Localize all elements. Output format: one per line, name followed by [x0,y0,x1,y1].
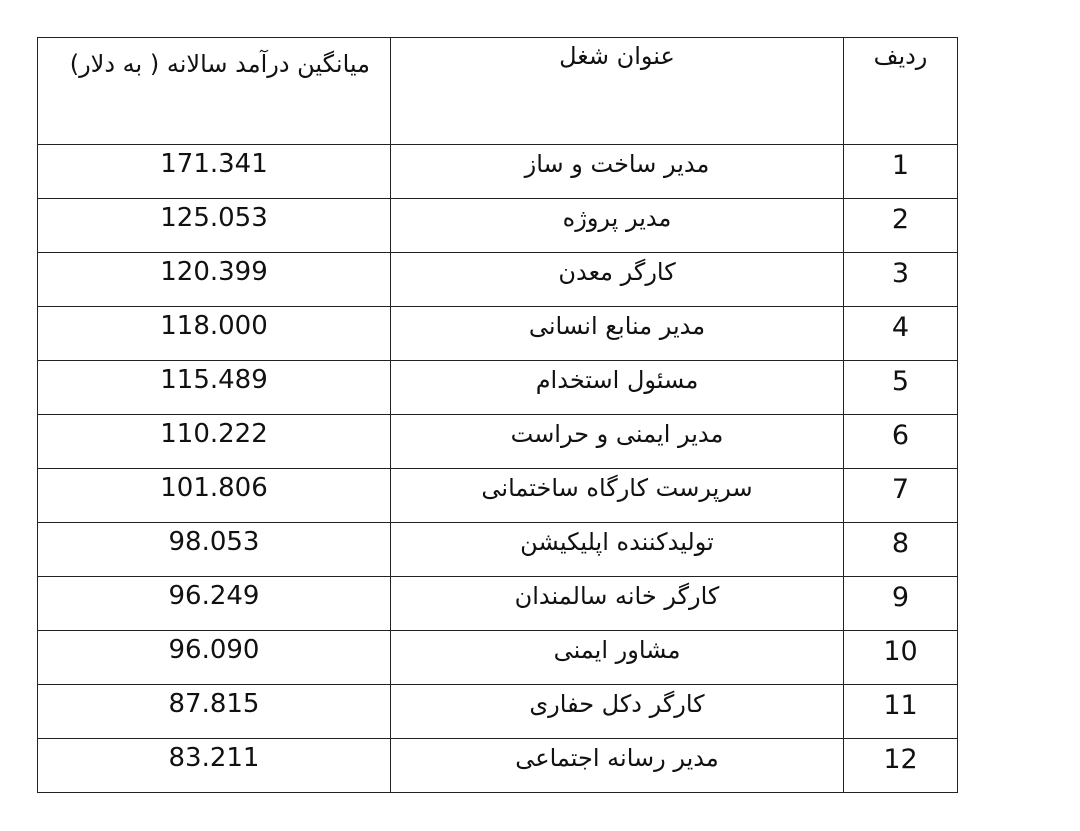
salary-cell-text: 101.806 [160,473,268,503]
table-row [38,469,958,523]
table-row [38,523,958,577]
header-title-cell [391,38,844,145]
job-title-cell [391,253,844,307]
job-title-cell [391,469,844,523]
row-number-cell-text: 6 [891,420,910,451]
job-title-cell [391,415,844,469]
table-row [38,685,958,739]
salary-cell [38,631,391,685]
job-title-cell-text: مدیر ساخت و ساز [524,150,710,178]
row-number-cell [844,415,958,469]
job-title-cell [391,199,844,253]
salary-cell [38,415,391,469]
row-number-cell [844,631,958,685]
salary-cell-text: 118.000 [160,311,268,341]
table-row [38,739,958,793]
job-title-cell-text: کارگر معدن [558,258,676,286]
job-title-cell-text: مسئول استخدام [535,366,699,394]
header-salary-cell [38,38,391,145]
job-title-cell-text: مدیر پروژه [562,204,672,232]
job-title-cell-text: تولیدکننده اپلیکیشن [520,528,714,556]
salary-cell [38,469,391,523]
table-row [38,145,958,199]
row-number-cell-text: 1 [891,150,910,181]
salary-cell [38,145,391,199]
salary-cell-text: 87.815 [168,689,260,719]
salary-cell [38,577,391,631]
salary-cell-text: 98.053 [168,527,260,557]
row-number-cell-text: 10 [883,636,918,667]
salary-cell-text: 96.249 [168,581,260,611]
salary-cell [38,361,391,415]
row-number-cell [844,253,958,307]
salary-cell-text: 125.053 [160,203,268,233]
row-number-cell-text: 2 [891,204,910,235]
job-title-cell-text: مشاور ایمنی [553,636,681,664]
job-title-cell [391,145,844,199]
salary-cell-text: 115.489 [160,365,268,395]
job-title-cell [391,631,844,685]
row-number-cell [844,361,958,415]
table-row [38,307,958,361]
row-number-cell-text: 5 [891,366,910,397]
row-number-cell [844,199,958,253]
row-number-cell [844,523,958,577]
salary-cell [38,523,391,577]
row-number-cell [844,685,958,739]
salary-table [37,37,958,793]
header-num-label: ردیف [873,42,928,70]
row-number-cell-text: 12 [883,744,918,775]
table-row [38,415,958,469]
row-number-cell-text: 9 [891,582,910,613]
salary-cell-text: 96.090 [168,635,260,665]
row-number-cell-text: 7 [891,474,910,505]
row-number-cell-text: 4 [891,312,910,343]
table-row [38,577,958,631]
table-row [38,361,958,415]
salary-cell [38,685,391,739]
salary-cell-text: 171.341 [160,149,268,179]
job-title-cell-text: مدیر رسانه اجتماعی [515,744,719,772]
job-title-cell [391,685,844,739]
row-number-cell [844,739,958,793]
job-title-cell [391,361,844,415]
salary-cell [38,307,391,361]
table-row [38,199,958,253]
job-title-cell-text: کارگر دکل حفاری [529,690,705,718]
salary-cell [38,253,391,307]
header-title-label: عنوان شغل [559,42,675,70]
row-number-cell-text: 3 [891,258,910,289]
row-number-cell-text: 8 [891,528,910,559]
job-title-cell-text: سرپرست کارگاه ساختمانی [481,474,753,502]
header-row [38,38,958,145]
salary-cell-text: 110.222 [160,419,268,449]
row-number-cell-text: 11 [883,690,918,721]
header-salary-label: میانگین درآمد سالانه ( به دلار) [69,50,370,78]
row-number-cell [844,307,958,361]
row-number-cell [844,577,958,631]
row-number-cell [844,469,958,523]
job-title-cell [391,739,844,793]
job-title-cell-text: مدیر ایمنی و حراست [510,420,724,448]
salary-cell [38,199,391,253]
header-num-cell [844,38,958,145]
job-title-cell [391,577,844,631]
salary-cell [38,739,391,793]
table-row [38,631,958,685]
job-title-cell-text: مدیر منابع انسانی [528,312,706,340]
salary-cell-text: 120.399 [160,257,268,287]
row-number-cell [844,145,958,199]
salary-cell-text: 83.211 [168,743,260,773]
job-title-cell [391,307,844,361]
job-title-cell [391,523,844,577]
table-row [38,253,958,307]
job-title-cell-text: کارگر خانه سالمندان [514,582,720,610]
